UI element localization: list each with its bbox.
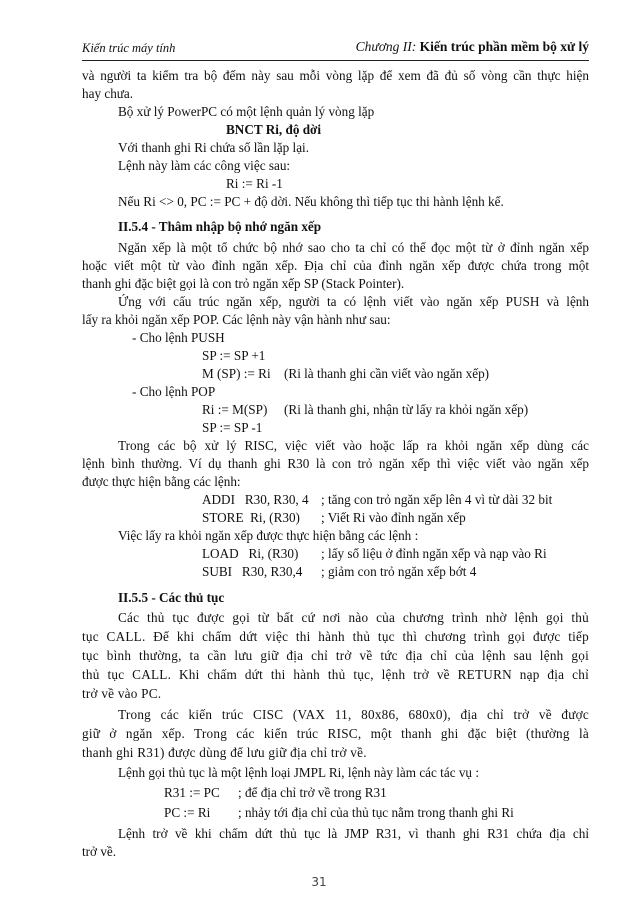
code-comment: ; giảm con trỏ ngăn xếp bớt 4 xyxy=(321,564,477,579)
text-line: Lệnh trở về khi chấm dứt thủ tục là JMP R31, vì thanh ghi R31 chứa địa chỉ xyxy=(118,826,589,841)
text-line: Bộ xử lý PowerPC có một lệnh quản lý vòng lặp xyxy=(118,104,375,119)
code-line xyxy=(202,491,552,509)
text-line: lấy ra khỏi ngăn xếp POP. Các lệnh này vận hành như sau: xyxy=(82,312,391,327)
section-heading-stack: II.5.4 - Thâm nhập bộ nhớ ngăn xếp xyxy=(118,219,322,234)
code-line xyxy=(202,365,489,383)
code-line: SP := SP +1 xyxy=(202,348,266,363)
code-instruction: M (SP) := Ri xyxy=(202,366,271,381)
header-chapter-number: Chương II: xyxy=(355,39,417,54)
text-line: lệnh bình thường. Ví dụ thanh ghi R30 là con trỏ ngăn xếp thì việc viết vào ngăn xếp xyxy=(82,456,589,471)
text-line: Ngăn xếp là một tổ chức bộ nhớ sao cho ta chỉ có thể đọc một từ ở đỉnh ngăn xếp xyxy=(118,240,589,255)
code-line xyxy=(164,784,387,802)
code-comment: ; tăng con trỏ ngăn xếp lên 4 vì từ dài 32 bit xyxy=(321,492,553,507)
code-line xyxy=(202,545,547,563)
code-comment: (Ri là thanh ghi cần viết vào ngăn xếp) xyxy=(284,366,490,381)
text-line: thanh ghi đặc biệt gọi là con trỏ ngăn xếp SP (Stack Pointer). xyxy=(82,276,405,291)
text-line: Các thủ tục được gọi từ bất cứ nơi nào của chương trình nhờ lệnh gọi thủ xyxy=(118,610,589,625)
code-line xyxy=(202,509,466,527)
text-line: Việc lấy ra khỏi ngăn xếp được thực hiện bằng các lệnh : xyxy=(118,528,419,543)
text-line: Lệnh gọi thủ tục là một lệnh loại JMPL Ri, lệnh này làm các tác vụ : xyxy=(118,765,479,780)
header-chapter-title: Kiến trúc phần mềm bộ xử lý xyxy=(419,39,589,54)
text-line: Trong các bộ xử lý RISC, việc viết vào hoặc lấp ra khỏi ngăn xếp dùng các xyxy=(118,438,589,453)
text-line: được thực hiện bằng các lệnh: xyxy=(82,474,241,489)
text-line: Trong các kiến trúc CISC (VAX 11, 80x86, 680x0), địa chỉ trở về được xyxy=(118,707,589,722)
text-line: hoặc viết một từ vào đỉnh ngăn xếp. Địa chỉ của đỉnh ngăn xếp được chứa trong một xyxy=(82,258,589,273)
code-instruction: Ri := M(SP) xyxy=(202,402,268,417)
text-line: Lệnh này làm các công việc sau: xyxy=(118,158,291,173)
code-instruction: SUBI R30, R30,4 xyxy=(202,564,303,579)
code-line xyxy=(202,401,528,419)
text-line: thanh ghi R31) được dùng để lưu giữ địa chỉ trở về. xyxy=(82,745,367,760)
code-instruction: STORE Ri, (R30) xyxy=(202,510,300,525)
code-comment: ; nhảy tới địa chỉ của thủ tục nằm trong thanh ghi Ri xyxy=(238,805,514,820)
code-instruction: ADDI R30, R30, 4 xyxy=(202,492,309,507)
code-instruction: R31 := PC xyxy=(164,785,220,800)
text-line: trở về. xyxy=(82,844,117,859)
text-line: Ứng với cấu trúc ngăn xếp, người ta có lệnh viết vào ngăn xếp PUSH và lệnh xyxy=(118,294,589,309)
code-comment: (Ri là thanh ghi, nhận từ lấy ra khỏi ngăn xếp) xyxy=(284,402,529,417)
text-line: trở về vào PC. xyxy=(82,686,162,701)
section-heading-procedures: II.5.5 - Các thủ tục xyxy=(118,590,225,605)
page-header xyxy=(82,38,589,61)
text-line: tục bình thường, ta cần lưu giữ địa chỉ trở về tức địa chỉ của lệnh sau lệnh gọi xyxy=(82,648,589,663)
text-line: Nếu Ri <> 0, PC := PC + độ dời. Nếu không thì tiếp tục thi hành lệnh kế. xyxy=(118,194,504,209)
list-item-push: - Cho lệnh PUSH xyxy=(132,330,225,345)
text-line: hay chưa. xyxy=(82,86,134,101)
header-book-title: Kiến trúc máy tính xyxy=(82,41,176,55)
code-line xyxy=(202,563,476,581)
text-line: thủ tục CALL. Khi chấm dứt thi hành thủ tục, lệnh trở về RETURN nạp địa chỉ xyxy=(82,667,589,682)
code-instruction: LOAD Ri, (R30) xyxy=(202,546,299,561)
text-line: giữ ở ngăn xếp. Trong các kiến trúc RISC, một thanh ghi đặc biệt (thường là xyxy=(82,726,589,741)
instruction-bnct: BNCT Ri, độ dời xyxy=(226,122,322,137)
code-line: Ri := Ri -1 xyxy=(226,176,283,191)
code-line: SP := SP -1 xyxy=(202,420,263,435)
code-line xyxy=(164,804,514,822)
page-number: 31 xyxy=(311,875,327,889)
text-line: tục CALL. Để khi chấm dứt việc thi hành thủ tục thì chương trình gọi được tiếp xyxy=(82,629,589,644)
code-comment: ; Viết Ri vào đỉnh ngăn xếp xyxy=(321,510,466,525)
list-item-pop: - Cho lệnh POP xyxy=(132,384,216,399)
header-chapter xyxy=(356,39,589,55)
text-line: Với thanh ghi Ri chứa số lần lặp lại. xyxy=(118,140,310,155)
code-instruction: PC := Ri xyxy=(164,805,211,820)
code-comment: ; lấy số liệu ở đỉnh ngăn xếp và nạp vào Ri xyxy=(321,546,547,561)
code-comment: ; để địa chỉ trở về trong R31 xyxy=(238,785,387,800)
text-line: và người ta kiểm tra bộ đếm này sau mỗi vòng lặp để xem đã đủ số vòng cần thực hiện xyxy=(82,68,589,83)
